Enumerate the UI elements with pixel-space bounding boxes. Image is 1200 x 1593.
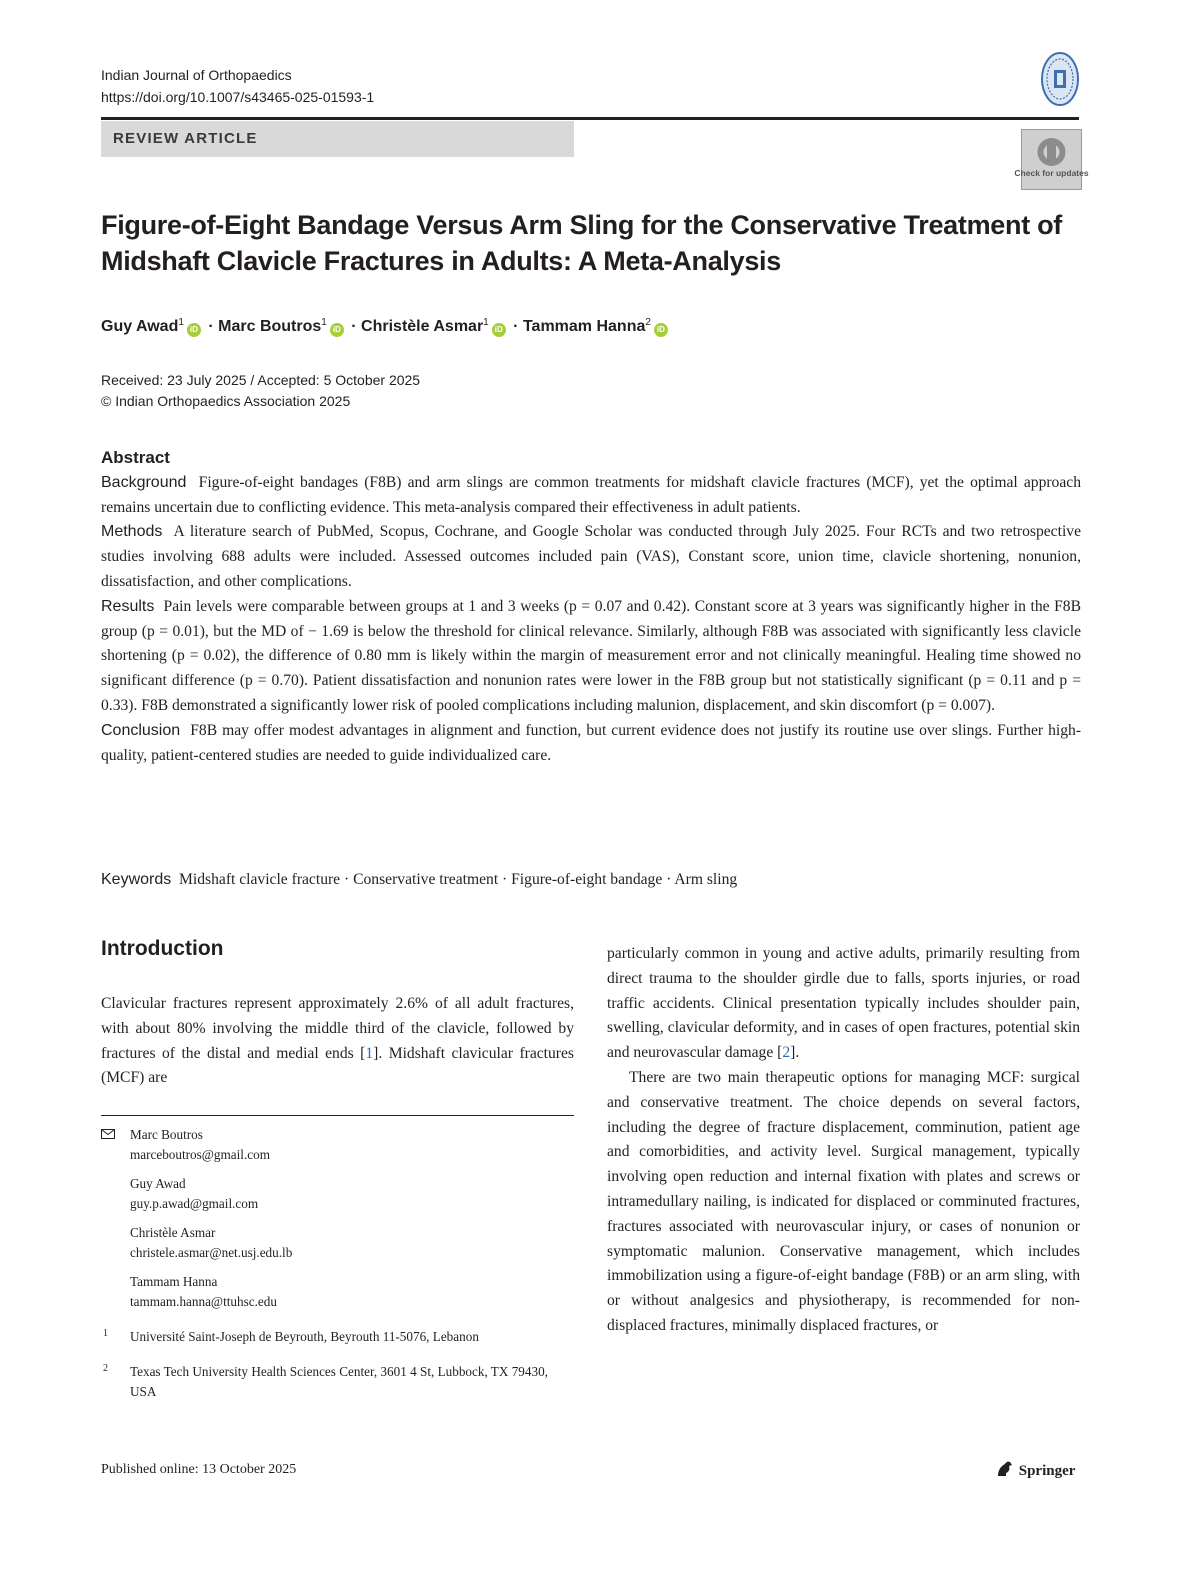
contact-email[interactable]: marceboutros@gmail.com [130, 1147, 270, 1162]
intro-paragraph [607, 942, 1080, 1066]
author-list [101, 311, 671, 339]
abstract-results [101, 595, 1081, 719]
contact-email[interactable]: tammam.hanna@ttuhsc.edu [130, 1294, 277, 1309]
contact-entry [101, 1272, 574, 1312]
abstract-conclusion [101, 719, 1081, 769]
author-separator: · [346, 318, 362, 335]
results-label: Results [101, 597, 155, 615]
contact-entry [101, 1223, 574, 1263]
published-online-date: Published online: 13 October 2025 [101, 1462, 297, 1477]
author-name[interactable]: Christèle Asmar [361, 318, 484, 335]
journal-name: Indian Journal of Orthopaedics [101, 67, 292, 83]
article-title: Figure-of-Eight Bandage Versus Arm Sling for the Conservative Treatment of Midshaft Clavicle Fractures in Adults: A Meta-Analysis [101, 210, 1062, 276]
springer-horse-icon [995, 1460, 1015, 1478]
conclusion-label: Conclusion [101, 721, 181, 739]
citation-link[interactable]: 2 [782, 1044, 791, 1062]
author-affiliation-marker: 2 [645, 317, 651, 328]
publisher-name: Springer [1018, 1463, 1076, 1479]
abstract-methods [101, 520, 1081, 594]
results-text: Pain levels were comparable between groups at 1 and 3 weeks (p = 0.07 and 0.42). Constant score at 3 years was significantly higher in the F8B group (p = 0.01), but the MD of − 1.69 is below the threshold for clinical relevance. Similarly, although F8B was associated with significantly less clavicle shortening (p = 0.02), the difference of 0.80 mm is likely within the margin of measurement error and not clinically meaningful. Healing time showed no significant difference (p = 0.70). Patient dissatisfaction and nonunion rates were lower in the F8B group but not statistically significant (p = 0.11 and p = 0.33). F8B demonstrated a significantly lower risk of pooled complications including malunion, displacement, and skin discomfort (p = 0.007). [101, 597, 1082, 714]
contact-email[interactable]: guy.p.awad@gmail.com [130, 1196, 259, 1211]
received-accepted-dates: Received: 23 July 2025 / Accepted: 5 October 2025 [101, 372, 421, 388]
contact-name: Tammam Hanna [130, 1274, 218, 1289]
author-separator: · [203, 318, 219, 335]
conclusion-text: F8B may offer modest advantages in alignment and function, but current evidence does not justify its routine use over slings. Further high-quality, patient-centered studies are needed to guide individualized care. [101, 721, 1082, 764]
intro-text: Clavicular fractures represent approximately 2.6% of all adult fractures, with about 80% involving the middle third of the clavicle, followed by fractures of the distal and medial ends [ [101, 995, 574, 1062]
keywords [101, 868, 1081, 892]
affiliation-entry [101, 1327, 574, 1347]
introduction-right-column [607, 942, 1080, 1339]
article-type-bar [101, 121, 574, 157]
header-rule [101, 117, 1079, 120]
intro-paragraph: There are two main therapeutic options for managing MCF: surgical and conservative treatment. The choice depends on several factors, including the degree of fracture displacement, comminution, patient age and comorbidities, and activity level. Surgical management, typically involving open reduction and internal fixation with plates and screws or intramedullary nailing, is indicated for displaced or comminuted fractures, fractures associated with neurovascular injury, or cases of nonunion or symptomatic malunion. Conservative management, which includes immobilization using a figure-of-eight bandage (F8B) or an arm sling, with or without analgesics and physiotherapy, is recommended for non-displaced fractures, minimally displaced fractures, or [607, 1068, 1080, 1334]
introduction-left-column [101, 992, 574, 1091]
abstract-heading: Abstract [101, 448, 170, 467]
contact-entry [101, 1125, 574, 1165]
correspondence-block [101, 1125, 574, 1411]
crossmark-badge[interactable] [1014, 129, 1089, 190]
author-affiliation-marker: 1 [483, 317, 489, 328]
background-label: Background [101, 473, 187, 491]
author-name[interactable]: Guy Awad [101, 318, 179, 335]
intro-text: particularly common in young and active adults, primarily resulting from direct trauma to the shoulder girdle due to falls, sports injuries, or road traffic accidents. Clinical presentation typically includes shoulder pain, swelling, clavicular deformity, and in cases of open fractures, potential skin and neurovascular damage [ [607, 945, 1080, 1062]
contact-name: Guy Awad [130, 1176, 186, 1191]
orcid-icon[interactable]: iD [187, 323, 201, 337]
intro-text: ]. Midshaft clavicular fractures (MCF) are [101, 1044, 574, 1087]
orcid-icon[interactable]: iD [654, 323, 668, 337]
orcid-icon[interactable]: iD [330, 323, 344, 337]
affiliation-entry [101, 1362, 574, 1402]
contact-name: Marc Boutros [130, 1127, 203, 1142]
doi-link[interactable]: https://doi.org/10.1007/s43465-025-01593-1 [101, 89, 375, 105]
copyright-line: © Indian Orthopaedics Association 2025 [101, 393, 351, 409]
author-name[interactable]: Tammam Hanna [522, 318, 646, 335]
article-type-label: REVIEW ARTICLE [113, 130, 258, 147]
contact-entry [101, 1174, 574, 1214]
publisher-logo [995, 1460, 1075, 1480]
affiliation-text: Université Saint-Joseph de Beyrouth, Beyrouth 11-5076, Lebanon [130, 1329, 479, 1344]
author-separator: · [508, 318, 523, 335]
abstract-section [101, 446, 1081, 768]
affiliation-number: 2 [103, 1363, 108, 1374]
footnote-rule [101, 1115, 574, 1116]
affiliation-text: Texas Tech University Health Sciences Center, 3601 4 St, Lubbock, TX 79430, USA [130, 1364, 548, 1399]
orcid-icon[interactable]: iD [492, 323, 506, 337]
introduction-heading: Introduction [101, 937, 224, 960]
affiliation-number: 1 [103, 1328, 108, 1339]
author-affiliation-marker: 1 [321, 317, 327, 328]
author-affiliation-marker: 1 [178, 317, 184, 328]
background-text: Figure-of-eight bandages (F8B) and arm slings are common treatments for midshaft clavicle fractures (MCF), yet the optimal approach remains uncertain due to conflicting evidence. This meta-analysis compared their effectiveness in adult patients. [101, 473, 1081, 516]
crossmark-icon [1014, 130, 1089, 189]
journal-seal-logo [1040, 50, 1080, 108]
citation-link[interactable]: 1 [365, 1044, 374, 1062]
contact-name: Christèle Asmar [130, 1225, 216, 1240]
intro-text: ]. [790, 1044, 800, 1062]
methods-label: Methods [101, 523, 163, 541]
journal-header [101, 64, 374, 108]
author-name[interactable]: Marc Boutros [218, 318, 322, 335]
envelope-icon [101, 1129, 115, 1139]
keywords-text: Midshaft clavicle fracture · Conservative treatment · Figure-of-eight bandage · Arm sling [179, 871, 738, 888]
crossmark-label: Check for updates [1014, 168, 1089, 178]
abstract-background [101, 471, 1081, 521]
methods-text: A literature search of PubMed, Scopus, Cochrane, and Google Scholar was conducted through July 2025. Four RCTs and two retrospective studies involving 688 adults were included. Assessed outcomes included pain (VAS), Constant score, union time, clavicle shortening, nonunion, dissatisfaction, and other complications. [101, 523, 1081, 590]
article-dates [101, 370, 420, 412]
keywords-label: Keywords [101, 871, 172, 888]
contact-email[interactable]: christele.asmar@net.usj.edu.lb [130, 1245, 293, 1260]
